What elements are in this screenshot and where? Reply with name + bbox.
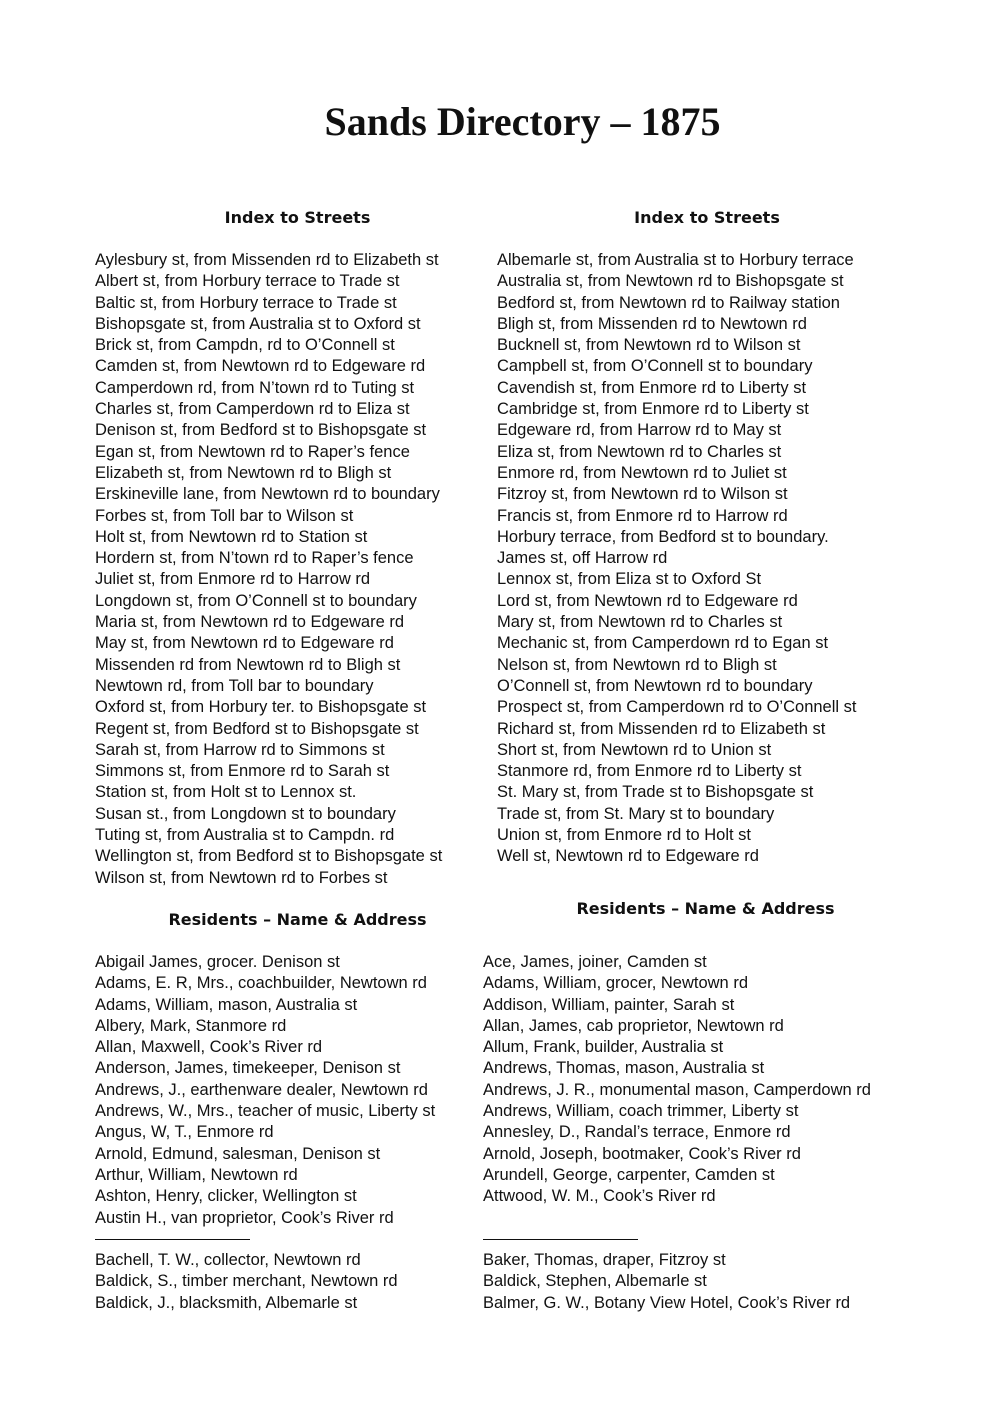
resident-entry: Adams, E. R, Mrs., coachbuilder, Newtown rd — [95, 974, 427, 993]
street-entry: Denison st, from Bedford st to Bishopsgate st — [95, 421, 427, 440]
street-entry: Aylesbury st, from Missenden rd to Elizabeth st — [95, 251, 439, 269]
street-entry: Newtown rd, from Toll bar to boundary — [95, 676, 374, 695]
resident-entry: Anderson, James, timekeeper, Denison st — [95, 1059, 401, 1078]
street-entry: Mary st, from Newtown rd to Charles st — [497, 613, 783, 632]
resident-entry: Baker, Thomas, draper, Fitzroy st — [483, 1251, 726, 1270]
resident-entry: Abigail James, grocer. Denison st — [95, 953, 340, 971]
street-entry: Bishopsgate st, from Australia st to Oxford st — [95, 314, 421, 333]
resident-entry: Ashton, Henry, clicker, Wellington st — [95, 1187, 357, 1206]
resident-entry: Angus, W, T., Enmore rd — [95, 1123, 274, 1142]
resident-entry: Arthur, William, Newtown rd — [95, 1165, 298, 1184]
street-entry: Wellington st, from Bedford st to Bishopsgate st — [95, 847, 443, 866]
street-entry: Missenden rd from Newtown rd to Bligh st — [95, 655, 401, 674]
right-streets-heading: Index to Streets — [634, 208, 780, 227]
resident-entry: Austin H., van proprietor, Cook’s River rd — [95, 1208, 394, 1227]
resident-entry: Andrews, J. R., monumental mason, Camperdown rd — [483, 1080, 871, 1099]
street-entry: Well st, Newtown rd to Edgeware rd — [497, 847, 759, 866]
resident-entry: Andrews, William, coach trimmer, Liberty st — [483, 1102, 799, 1121]
resident-entry: Balmer, G. W., Botany View Hotel, Cook’s River rd — [483, 1293, 851, 1312]
street-entry: Enmore rd, from Newtown rd to Juliet st — [497, 463, 787, 482]
right-residents-list — [483, 952, 871, 1314]
resident-entry: Adams, William, mason, Australia st — [95, 995, 358, 1014]
section-divider — [95, 1229, 435, 1250]
resident-entry: Arundell, George, carpenter, Camden st — [483, 1165, 775, 1184]
street-entry: Erskineville lane, from Newtown rd to boundary — [95, 485, 440, 504]
right-residents-heading: Residents – Name & Address — [576, 899, 835, 918]
street-entry: Short st, from Newtown rd to Union st — [497, 740, 772, 759]
street-entry: May st, from Newtown rd to Edgeware rd — [95, 634, 394, 653]
street-entry: Horbury terrace, from Bedford st to boundary. — [497, 527, 829, 546]
street-entry: Richard st, from Missenden rd to Elizabeth st — [497, 719, 826, 738]
street-entry: Eliza st, from Newtown rd to Charles st — [497, 442, 782, 461]
resident-entry: Baldick, J., blacksmith, Albemarle st — [95, 1293, 358, 1312]
divider-line — [483, 1229, 638, 1240]
street-entry: Sarah st, from Harrow rd to Simmons st — [95, 740, 385, 759]
street-entry: Albert st, from Horbury terrace to Trade st — [95, 272, 400, 291]
resident-entry — [483, 1208, 871, 1229]
street-entry: Albemarle st, from Australia st to Horbury terrace — [497, 251, 854, 269]
resident-entry: Addison, William, painter, Sarah st — [483, 995, 735, 1014]
resident-entry: Annesley, D., Randal’s terrace, Enmore rd — [483, 1123, 791, 1142]
left-residents-heading: Residents – Name & Address — [168, 910, 427, 929]
street-entry: Bucknell st, from Newtown rd to Wilson st — [497, 336, 801, 355]
street-entry: Cambridge st, from Enmore rd to Liberty st — [497, 400, 809, 419]
street-entry: O’Connell st, from Newtown rd to boundary — [497, 676, 813, 695]
street-entry: Campbell st, from O’Connell st to boundary — [497, 357, 813, 376]
resident-entry: Baldick, S., timber merchant, Newtown rd — [95, 1272, 398, 1291]
street-entry: Simmons st, from Enmore rd to Sarah st — [95, 762, 390, 781]
resident-entry: Andrews, W., Mrs., teacher of music, Liberty st — [95, 1102, 436, 1121]
street-entry: Maria st, from Newtown rd to Edgeware rd — [95, 613, 405, 632]
resident-entry: Bachell, T. W., collector, Newtown rd — [95, 1251, 361, 1270]
street-entry: Francis st, from Enmore rd to Harrow rd — [497, 506, 788, 525]
left-streets-heading: Index to Streets — [224, 208, 371, 227]
page-title: Sands Directory – 1875 — [324, 99, 721, 144]
divider-line — [95, 1229, 250, 1240]
resident-entry: Arnold, Edmund, salesman, Denison st — [95, 1144, 381, 1163]
street-entry: Egan st, from Newtown rd to Raper’s fence — [95, 442, 410, 461]
street-entry: Forbes st, from Toll bar to Wilson st — [95, 506, 354, 525]
right-street-index-list — [497, 250, 856, 868]
street-entry: Australia st, from Newtown rd to Bishopsgate st — [497, 272, 844, 291]
street-entry: St. Mary st, from Trade st to Bishopsgate st — [497, 783, 814, 802]
street-entry: Cavendish st, from Enmore rd to Liberty st — [497, 378, 807, 397]
street-entry: Tuting st, from Australia st to Campdn. rd — [95, 826, 395, 845]
street-entry: Longdown st, from O’Connell st to boundary — [95, 591, 417, 610]
street-entry: Hordern st, from N’town rd to Raper’s fence — [95, 549, 414, 568]
street-entry: Lennox st, from Eliza st to Oxford St — [497, 570, 762, 589]
resident-entry: Attwood, W. M., Cook’s River rd — [483, 1187, 716, 1206]
street-entry: Elizabeth st, from Newtown rd to Bligh st — [95, 463, 392, 482]
street-entry: Nelson st, from Newtown rd to Bligh st — [497, 655, 777, 674]
street-entry: Fitzroy st, from Newtown rd to Wilson st — [497, 485, 788, 504]
resident-entry: Ace, James, joiner, Camden st — [483, 953, 707, 971]
resident-entry: Andrews, Thomas, mason, Australia st — [483, 1059, 765, 1078]
street-entry: Camden st, from Newtown rd to Edgeware rd — [95, 357, 426, 376]
resident-entry: Allum, Frank, builder, Australia st — [483, 1038, 724, 1057]
resident-entry: Adams, William, grocer, Newtown rd — [483, 974, 748, 993]
street-entry: Bligh st, from Missenden rd to Newtown rd — [497, 314, 807, 333]
street-entry: Mechanic st, from Camperdown rd to Egan st — [497, 634, 829, 653]
street-entry: Holt st, from Newtown rd to Station st — [95, 527, 368, 546]
street-entry: Trade st, from St. Mary st to boundary — [497, 804, 775, 823]
street-entry: Charles st, from Camperdown rd to Eliza st — [95, 400, 410, 419]
street-entry: Camperdown rd, from N’town rd to Tuting st — [95, 378, 415, 397]
street-entry: Stanmore rd, from Enmore rd to Liberty st — [497, 762, 802, 781]
street-entry: Susan st., from Longdown st to boundary — [95, 804, 396, 823]
street-entry: Juliet st, from Enmore rd to Harrow rd — [95, 570, 371, 589]
resident-entry: Albery, Mark, Stanmore rd — [95, 1016, 287, 1035]
street-entry: Brick st, from Campdn, rd to O’Connell st — [95, 336, 395, 355]
resident-entry: Andrews, J., earthenware dealer, Newtown rd — [95, 1080, 428, 1099]
street-entry: Union st, from Enmore rd to Holt st — [497, 826, 752, 845]
street-entry: Regent st, from Bedford st to Bishopsgate st — [95, 719, 419, 738]
street-entry: Edgeware rd, from Harrow rd to May st — [497, 421, 782, 440]
street-entry: Wilson st, from Newtown rd to Forbes st — [95, 868, 388, 887]
section-divider — [483, 1229, 871, 1250]
street-entry: Bedford st, from Newtown rd to Railway station — [497, 293, 840, 312]
left-residents-list — [95, 952, 435, 1314]
resident-entry: Baldick, Stephen, Albemarle st — [483, 1272, 707, 1291]
street-entry: Prospect st, from Camperdown rd to O’Connell st — [497, 698, 857, 717]
street-entry: Lord st, from Newtown rd to Edgeware rd — [497, 591, 798, 610]
street-entry: Station st, from Holt st to Lennox st. — [95, 783, 357, 802]
resident-entry: Allan, Maxwell, Cook’s River rd — [95, 1038, 323, 1057]
street-entry: Baltic st, from Horbury terrace to Trade st — [95, 293, 397, 312]
street-entry: Oxford st, from Horbury ter. to Bishopsgate st — [95, 698, 427, 717]
left-street-index-list — [95, 250, 442, 889]
street-entry: James st, off Harrow rd — [497, 549, 668, 568]
resident-entry: Arnold, Joseph, bootmaker, Cook’s River rd — [483, 1144, 801, 1163]
resident-entry: Allan, James, cab proprietor, Newtown rd — [483, 1016, 784, 1035]
